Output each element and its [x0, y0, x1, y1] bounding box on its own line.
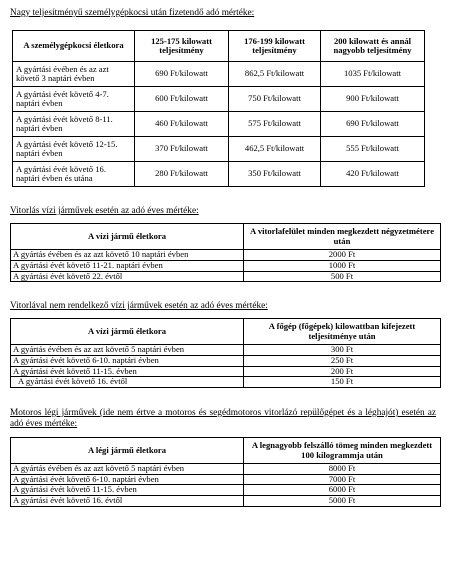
table-cell: A gyártás évében és az azt követő 5 naptári évben: [11, 345, 244, 356]
table-cell: 862,5 Ft/kilowatt: [229, 62, 321, 87]
table-row: [11, 474, 441, 485]
document-page: [10, 8, 440, 507]
table-row: [13, 162, 425, 187]
table-cell: A gyártási évét követő 11-15. évben: [11, 366, 244, 377]
table-header-row: [11, 224, 441, 250]
header-cell: A főgép (főgépek) kilowattban kifejezett teljesítménye után: [244, 319, 441, 345]
table-cell: 370 Ft/kilowatt: [135, 137, 229, 162]
section1-heading: Nagy teljesítményű személygépkocsi után fizetendő adó mértéke:: [10, 8, 255, 18]
table-cell: 750 Ft/kilowatt: [229, 87, 321, 112]
table-cell: A gyártás évében és az azt követő 5 naptári évben: [11, 464, 244, 475]
table-row: [11, 271, 441, 282]
table-cell: 280 Ft/kilowatt: [135, 162, 229, 187]
table-cell: A gyártási évét követő 4-7. naptári évben: [13, 87, 135, 112]
table-row: [11, 366, 441, 377]
table-cell: 600 Ft/kilowatt: [135, 87, 229, 112]
header-cell: 200 kilowatt és annál nagyobb teljesítmény: [321, 31, 425, 62]
table-row: [11, 377, 441, 388]
table-cell: 420 Ft/kilowatt: [321, 162, 425, 187]
table-cell: 575 Ft/kilowatt: [229, 112, 321, 137]
table-cell: 200 Ft: [244, 366, 441, 377]
table-cell: A gyártási évét követő 22. évtől: [11, 271, 244, 282]
table-cell: 462,5 Ft/kilowatt: [229, 137, 321, 162]
table-cell: A gyártási évét követő 11-21. naptári évben: [11, 260, 244, 271]
table-cell: A gyártási évében és az azt követő 3 naptári évben: [13, 62, 135, 87]
table-header-row: [13, 31, 425, 62]
table-cell: 1035 Ft/kilowatt: [321, 62, 425, 87]
table-cell: 900 Ft/kilowatt: [321, 87, 425, 112]
table-cell: A gyártási évét követő 16. évtől: [11, 495, 244, 506]
table-row: [11, 485, 441, 496]
header-cell: A vízi jármű életkora: [11, 224, 244, 250]
table-header-row: [11, 319, 441, 345]
header-cell: A vitorlafelület minden megkezdett négyzetmétere után: [244, 224, 441, 250]
table-cell: A gyártási évét követő 11-15. évben: [11, 485, 244, 496]
table-cell: A gyártási évét követő 16. évtől: [11, 377, 244, 388]
table-cell: 350 Ft/kilowatt: [229, 162, 321, 187]
table-row: [11, 355, 441, 366]
table-cell: 6000 Ft: [244, 485, 441, 496]
table-cell: 690 Ft/kilowatt: [321, 112, 425, 137]
table-cell: A gyártási évét követő 6-10. naptári évben: [11, 355, 244, 366]
table-row: [13, 87, 425, 112]
header-cell: A vízi jármű életkora: [11, 319, 244, 345]
table-row: [11, 345, 441, 356]
table-cell: 150 Ft: [244, 377, 441, 388]
sailboat-tax-table: [10, 223, 441, 282]
table-cell: A gyártási évét követő 6-10. naptári évben: [11, 474, 244, 485]
table-cell: 250 Ft: [244, 355, 441, 366]
table-cell: 555 Ft/kilowatt: [321, 137, 425, 162]
aircraft-tax-table: [10, 437, 441, 507]
table-cell: A gyártási évét követő 12-15. naptári évben: [13, 137, 135, 162]
header-cell: A legnagyobb felszálló tömeg minden megkezdett 100 kilogrammja után: [244, 438, 441, 464]
table-cell: 460 Ft/kilowatt: [135, 112, 229, 137]
table-cell: 7000 Ft: [244, 474, 441, 485]
table-cell: 500 Ft: [244, 271, 441, 282]
motorboat-tax-table: [10, 318, 441, 388]
table-row: [13, 137, 425, 162]
table-header-row: [11, 438, 441, 464]
header-cell: A személygépkocsi életkora: [13, 31, 135, 62]
table-cell: A gyártási évét követő 16. naptári évben és utána: [13, 162, 135, 187]
table-cell: 690 Ft/kilowatt: [135, 62, 229, 87]
header-cell: 125-175 kilowatt teljesítmény: [135, 31, 229, 62]
table-cell: 1000 Ft: [244, 260, 441, 271]
section2-heading: Vitorlás vízi járművek esetén az adó éves mértéke:: [10, 206, 199, 217]
table-row: [11, 260, 441, 271]
table-cell: A gyártás évében és az azt követő 10 naptári évben: [11, 250, 244, 261]
section3-heading: Vitorlával nem rendelkező vízi járművek esetén az adó éves mértéke:: [10, 301, 268, 312]
table-cell: 300 Ft: [244, 345, 441, 356]
car-tax-table: [12, 30, 425, 187]
table-row: [11, 464, 441, 475]
table-row: [13, 62, 425, 87]
table-cell: A gyártási évét követő 8-11. naptári évben: [13, 112, 135, 137]
table-row: [13, 112, 425, 137]
table-row: [11, 495, 441, 506]
header-cell: 176-199 kilowatt teljesítmény: [229, 31, 321, 62]
header-cell: A légi jármű életkora: [11, 438, 244, 464]
table-cell: 5000 Ft: [244, 495, 441, 506]
table-cell: 8000 Ft: [244, 464, 441, 475]
table-row: [11, 250, 441, 261]
table-cell: 2000 Ft: [244, 250, 441, 261]
section4-heading: Motoros légi járművek (ide nem értve a motoros és segédmotoros vitorlázó repülőgépet és a léghajót) esetén az adó éves mértéke:: [10, 407, 436, 430]
